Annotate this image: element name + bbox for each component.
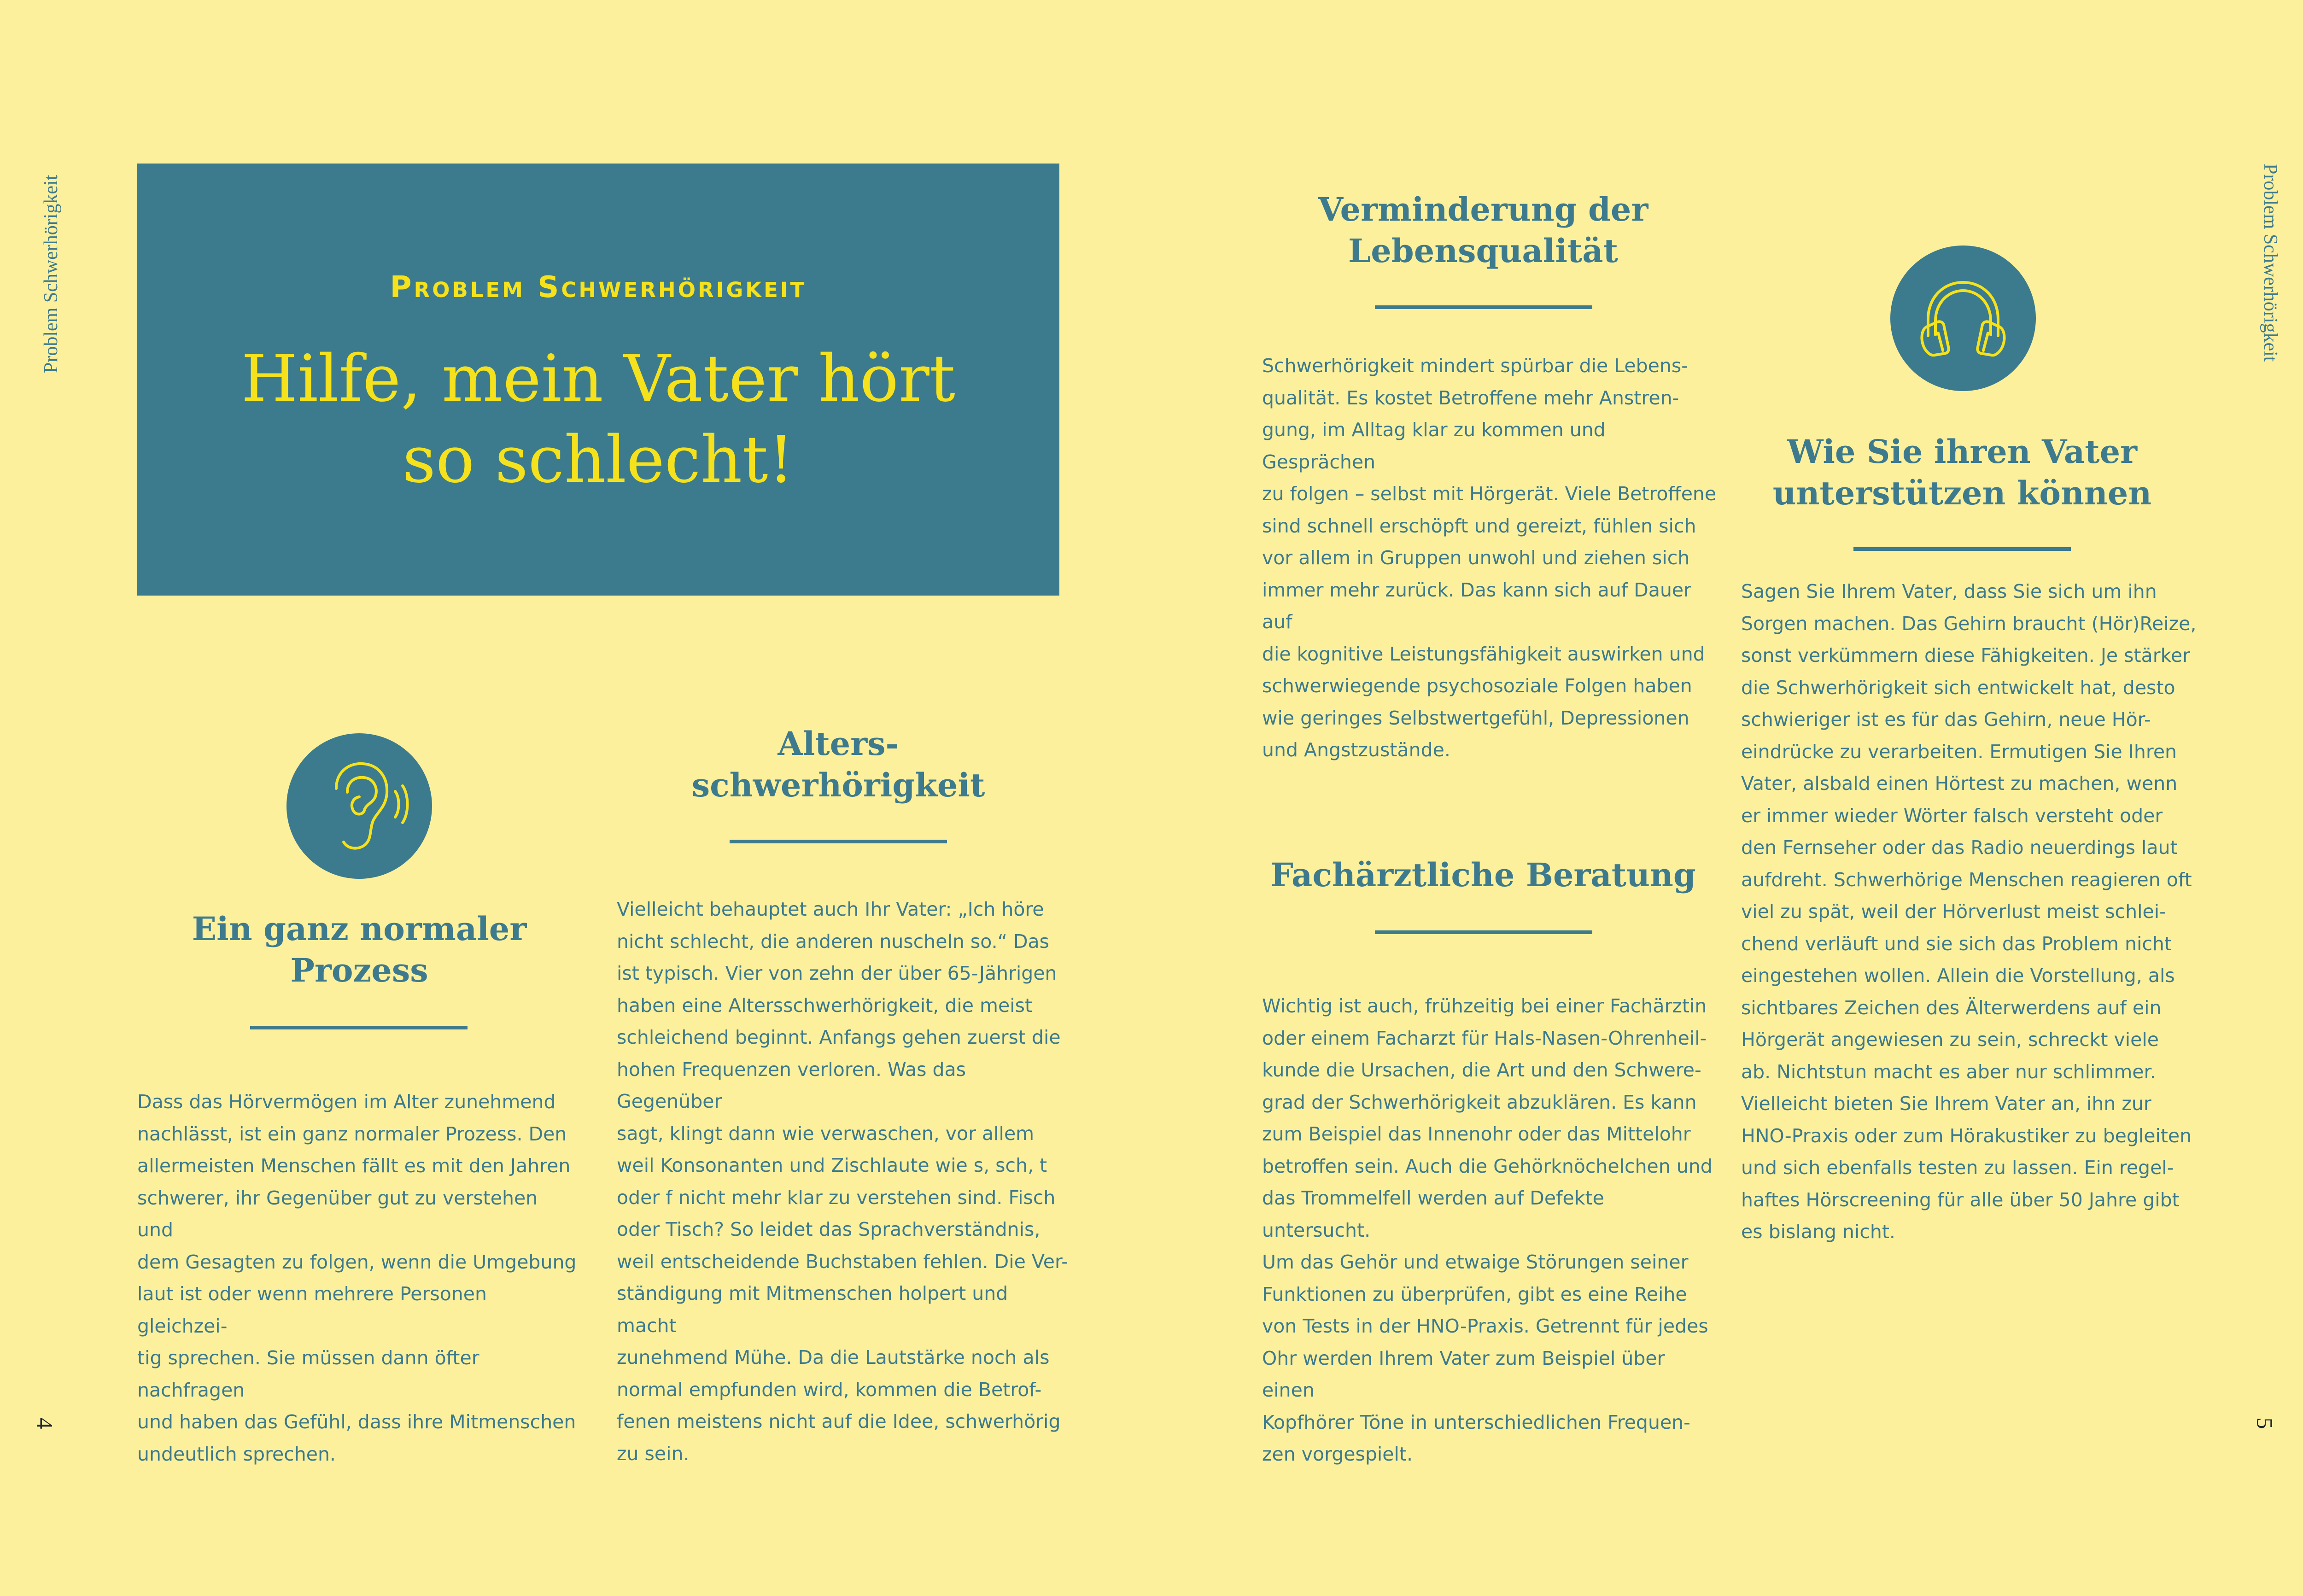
running-head-right: Problem Schwerhörigkeit xyxy=(2260,164,2281,362)
hero-kicker: Problem Schwerhörigkeit xyxy=(390,270,807,304)
body-alters: Vielleicht behauptet auch Ihr Vater: „Ich höre nicht schlecht, die anderen nuscheln so.“ Das ist typisch. Vier von zehn der über 65-Jährigen haben eine Altersschwerhörigkeit, die meist schleichend beginnt. Anfangs gehen zuerst die hohen Frequenzen verloren. Was das Gegenüber sagt, klingt dann wie verwaschen, vor allem weil Konsonanten und Zischlaute wie s, sch, t oder f nicht mehr klar zu verstehen sind. Fisch oder Tisch? So leidet das Sprachverständnis, weil entscheidende Buchstaben fehlen. Die Ver- ständigung mit Mitmenschen holpert und macht zunehmend Mühe. Da die Lautstärke noch als normal empfunden wird, kommen die Betrof- fenen meistens nicht auf die Idee, schwerhörig zu sein. xyxy=(617,898,1068,1465)
heading-unterstuetzen-line1: Wie Sie ihren Vater xyxy=(1787,433,2138,471)
heading-prozess xyxy=(161,908,557,991)
rule-lebensqualitaet xyxy=(1375,305,1592,309)
page-number-right: 5 xyxy=(2252,1417,2278,1429)
body-beratung: Wichtig ist auch, frühzeitig bei einer Fachärztin oder einem Facharzt für Hals-Nasen-Ohrenheil- kunde die Ursachen, die Art und den Schwere- grad der Schwerhörigkeit abzuklären. Es kann zum Beispiel das Innenohr oder das Mittelohr betroffen sein. Auch die Gehörknöchelchen und das Trommelfell werden auf Defekte untersucht. Um das Gehör und etwaige Störungen seiner Funktionen zu überprüfen, gibt es eine Reihe von Tests in der HNO-Praxis. Getrennt für jedes Ohr werden Ihrem Vater zum Beispiel über einen Kopfhörer Töne in unterschiedlichen Frequen- zen vorgespielt. xyxy=(1262,995,1713,1465)
headphones-icon xyxy=(1890,246,2036,391)
heading-beratung: Fachärztliche Beratung xyxy=(1270,856,1696,894)
heading-lebensqualitaet-line2: Lebensqualität xyxy=(1348,232,1618,270)
ear-icon xyxy=(286,733,432,879)
heading-lebensqualitaet-line1: Verminderung der xyxy=(1318,190,1648,228)
body-lebensqualitaet: Schwerhörigkeit mindert spürbar die Lebens- qualität. Es kostet Betroffene mehr Anstren- gung, im Alltag klar zu kommen und Gesprächen zu folgen – selbst mit Hörgerät. Viele Betroffene sind schnell erschöpft und gereizt, fühlen sich vor allem in Gruppen unwohl und ziehen sich immer mehr zurück. Das kann sich auf Dauer auf die kognitive Leistungsfähigkeit auswirken und schwerwiegende psychosoziale Folgen haben wie geringes Selbstwertgefühl, Depressionen und Angstzustände. xyxy=(1262,355,1717,761)
heading-lebensqualitaet xyxy=(1285,189,1681,272)
running-head-left: Problem Schwerhörigkeit xyxy=(41,175,62,373)
body-unterstuetzen: Sagen Sie Ihrem Vater, dass Sie sich um ihn Sorgen machen. Das Gehirn braucht (Hör)Reize, sonst verkümmern diese Fähigkeiten. Je stärker die Schwerhörigkeit sich entwickelt hat, desto schwieriger ist es für das Gehirn, neue Hör- eindrücke zu verarbeiten. Ermutigen Sie Ihren Vater, alsbald einen Hörtest zu machen, wenn er immer wieder Wörter falsch versteht oder den Fernseher oder das Radio neuerdings laut aufdreht. Schwerhörige Menschen reagieren oft viel zu spät, weil der Hörverlust meist schlei- chend verläuft und sie sich das Problem nicht eingestehen wollen. Allein die Vorstellung, als sichtbares Zeichen des Älterwerdens auf ein Hörgerät angewiesen zu sein, schreckt viele ab. Nichtstun macht es aber nur schlimmer. Vielleicht bieten Sie Ihrem Vater an, ihn zur HNO-Praxis oder zum Hörakustiker zu begleiten und sich ebenfalls testen zu lassen. Ein regel- haftes Hörscreening für alle über 50 Jahre gibt es bislang nicht. xyxy=(1741,580,2197,1243)
heading-prozess-line1: Ein ganz normaler xyxy=(192,910,527,948)
heading-alters-line1: Alters- xyxy=(777,725,899,763)
body-prozess: Dass das Hörvermögen im Alter zunehmend nachlässt, ist ein ganz normaler Prozess. Den allermeisten Menschen fällt es mit den Jahren schwerer, ihr Gegenüber gut zu verstehen und dem Gesagten zu folgen, wenn die Umgebung laut ist oder wenn mehrere Personen gleichzei- tig sprechen. Sie müssen dann öfter nachfragen und haben das Gefühl, dass ihre Mitmenschen undeutlich sprechen. xyxy=(137,1091,577,1465)
hero-box xyxy=(137,164,1059,596)
heading-unterstuetzen-line2: unterstützen können xyxy=(1772,474,2152,512)
heading-prozess-line2: Prozess xyxy=(290,951,428,989)
heading-unterstuetzen xyxy=(1764,431,2160,514)
rule-unterstuetzen xyxy=(1853,547,2071,551)
rule-alters xyxy=(730,840,947,843)
heading-alters-line2: schwerhörigkeit xyxy=(691,766,985,804)
heading-alters xyxy=(640,723,1036,806)
hero-title-line1: Hilfe, mein Vater hört xyxy=(241,341,956,416)
page-number-left: 4 xyxy=(32,1417,58,1429)
hero-title-line2: so schlecht! xyxy=(403,422,794,497)
rule-prozess xyxy=(250,1026,468,1029)
hero-title xyxy=(137,339,1059,501)
rule-beratung xyxy=(1375,930,1592,934)
